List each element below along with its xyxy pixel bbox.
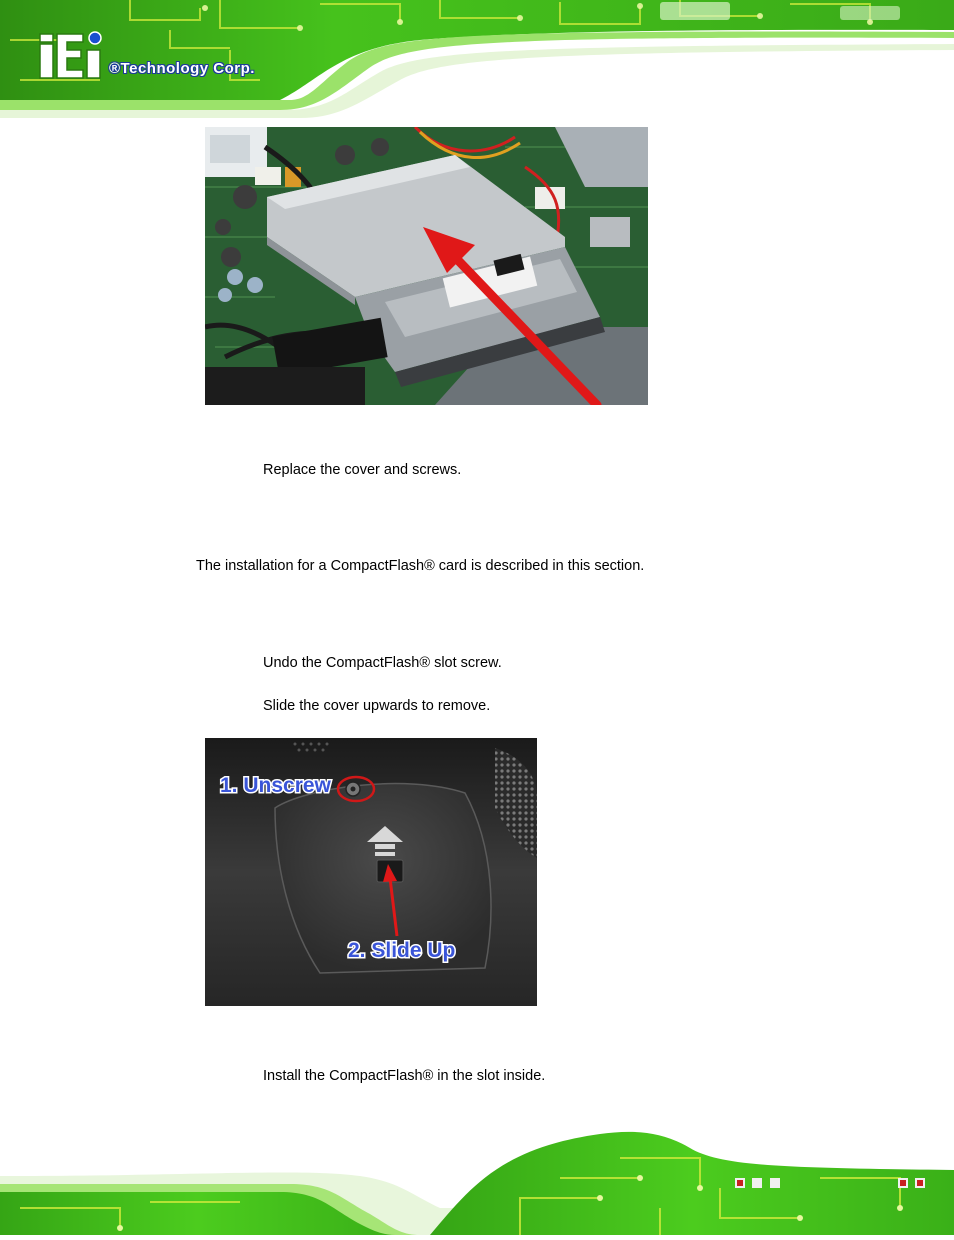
step-replace-cover: Replace the cover and screws. [263, 462, 462, 478]
cf-section-intro: The installation for a CompactFlash® card is described in this section. [196, 558, 645, 574]
hdd-bracket-photo [205, 127, 648, 405]
step-slide-cover: Slide the cover upwards to remove. [263, 698, 491, 714]
pcb-header-graphic [0, 0, 954, 118]
company-name: ®Technology Corp. [109, 60, 255, 77]
cf-slot-cover-photo [205, 738, 537, 1006]
iei-logo-icon [40, 32, 101, 78]
step-undo-screw: Undo the CompactFlash® slot screw. [263, 655, 502, 671]
page-header-banner [0, 0, 954, 118]
label-slide-up: 2. Slide Up [348, 939, 456, 962]
page-footer-banner [0, 1128, 954, 1235]
pcb-footer-graphic [0, 1128, 954, 1235]
step-install-cf: Install the CompactFlash® in the slot inside. [263, 1068, 546, 1084]
label-unscrew: 1. Unscrew [220, 774, 331, 797]
